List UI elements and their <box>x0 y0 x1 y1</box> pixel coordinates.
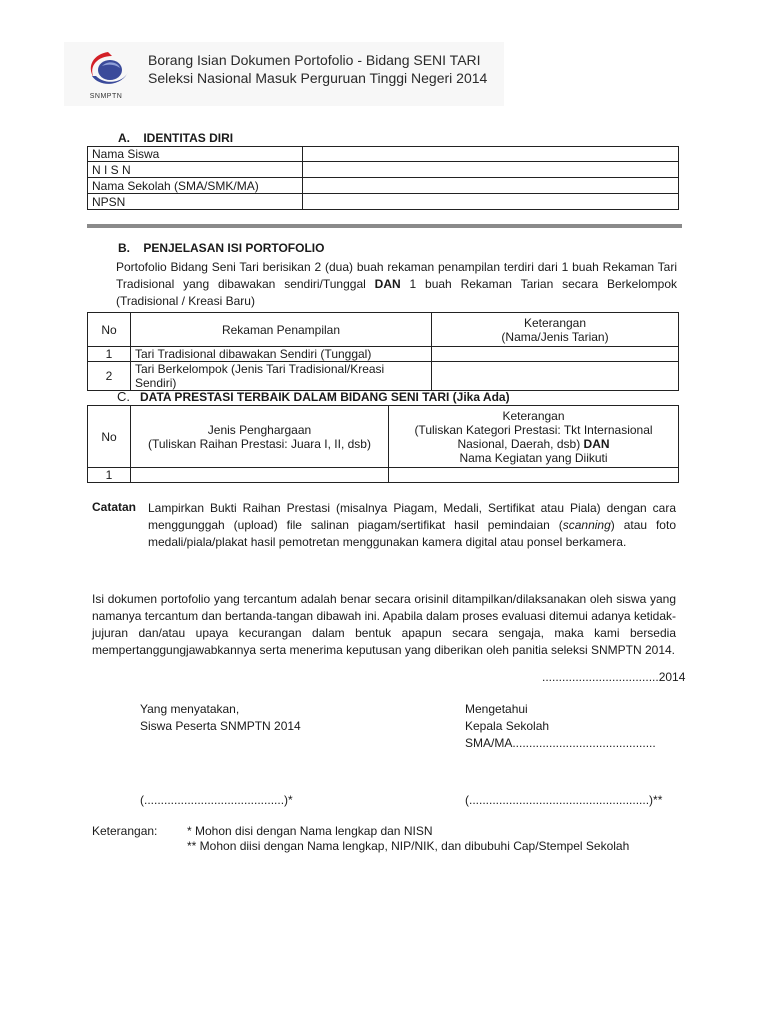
row-rekaman: Tari Berkelompok (Jenis Tari Tradisional/Kreasi Sendiri) <box>131 362 432 391</box>
keterangan-sub-bold: DAN <box>583 436 610 451</box>
section-c-heading: DATA PRESTASI TERBAIK DALAM BIDANG SENI TARI (Jika Ada) <box>140 390 510 404</box>
section-a-heading: A. IDENTITAS DIRI <box>118 131 234 145</box>
table-row <box>88 362 679 391</box>
column-header-no: No <box>88 406 131 468</box>
row-keterangan-cell[interactable] <box>432 362 679 391</box>
description-bold: DAN <box>374 277 401 291</box>
keterangan-note: ** Mohon diisi dengan Nama lengkap, NIP/NIK, dan dibubuhi Cap/Stempel Sekolah <box>187 839 630 853</box>
catatan-line <box>148 517 676 534</box>
table-row <box>88 178 679 194</box>
left-signatory-line: Siswa Peserta SNMPTN 2014 <box>140 719 301 733</box>
column-header-keterangan <box>389 406 679 468</box>
catatan-label: Catatan <box>92 500 137 514</box>
identitas-label: Nama Sekolah (SMA/SMK/MA) <box>88 178 303 194</box>
left-signatory <box>140 701 301 735</box>
right-signatory-line: Kepala Sekolah <box>465 719 550 733</box>
catatan-text-part: ) atau foto <box>610 518 676 532</box>
table-row <box>88 347 679 362</box>
logo-text: SNMPTN <box>89 93 123 100</box>
document-title: Borang Isian Dokumen Portofolio - Bidang SENI TARI <box>148 52 481 68</box>
jenis-subtitle: (Tuliskan Raihan Prestasi: Juara I, II, dsb) <box>148 436 371 451</box>
row-keterangan-cell[interactable] <box>389 468 679 483</box>
keterangan-subtitle: (Nama/Jenis Tarian) <box>501 329 609 344</box>
table-header-row <box>88 406 679 468</box>
catatan-italic: scanning <box>562 518 611 532</box>
catatan-text <box>148 500 676 551</box>
prestasi-table <box>87 405 679 483</box>
catatan-text-part: menggunggah (upload) file salinan piagam/sertifikat hasil pemindaian ( <box>148 518 563 532</box>
identitas-label: N I S N <box>88 162 303 178</box>
keterangan-sub-text: Nasional, Daerah, dsb) <box>457 436 584 451</box>
row-rekaman: Tari Tradisional dibawakan Sendiri (Tunggal) <box>131 347 432 362</box>
column-header-keterangan <box>432 313 679 347</box>
identitas-table <box>87 146 679 210</box>
right-signatory-line: Mengetahui <box>465 702 528 716</box>
section-b-description <box>116 259 677 310</box>
snmptn-logo-icon <box>78 46 134 92</box>
catatan-line: Lampirkan Bukti Raihan Prestasi (misalnya Piagam, Medali, Sertifikat atau Piala) dengan cara <box>148 501 676 515</box>
table-row <box>88 147 679 162</box>
row-no: 1 <box>88 468 131 483</box>
document-subtitle: Seleksi Nasional Masuk Perguruan Tinggi Negeri 2014 <box>148 70 488 86</box>
left-signature-line: (..........................................)* <box>140 793 293 807</box>
keterangan-title: Keterangan <box>523 315 587 330</box>
table-header-row <box>88 313 679 347</box>
identitas-label: NPSN <box>88 194 303 210</box>
description-text: 1 buah Rekaman Tarian secara Berkelompok (Tradisional / Kreasi Baru) <box>116 277 677 308</box>
right-signatory-line: SMA/MA........................................... <box>465 736 656 750</box>
table-row <box>88 468 679 483</box>
statement-paragraph <box>92 591 676 659</box>
rekaman-table <box>87 312 679 391</box>
table-row <box>88 194 679 210</box>
left-signatory-line: Yang menyatakan, <box>140 702 240 716</box>
jenis-title: Jenis Penghargaan <box>207 422 312 437</box>
table-row <box>88 162 679 178</box>
row-keterangan-cell[interactable] <box>432 347 679 362</box>
row-no: 2 <box>88 362 131 391</box>
section-c-letter: C. <box>117 389 130 404</box>
right-signatory <box>465 701 656 752</box>
date-line: ...................................2014 <box>542 670 686 684</box>
section-b-heading: B. PENJELASAN ISI PORTOFOLIO <box>118 241 325 255</box>
keterangan-label: Keterangan: <box>92 824 158 838</box>
keterangan-title: Keterangan <box>502 408 565 423</box>
right-signature-line: (......................................................)** <box>465 793 663 807</box>
row-no: 1 <box>88 347 131 362</box>
keterangan-note: * Mohon disi dengan Nama lengkap dan NISN <box>187 824 433 838</box>
section-divider <box>87 224 682 228</box>
identitas-value-cell[interactable] <box>303 162 679 178</box>
statement-text: Isi dokumen portofolio yang tercantum adalah benar secara orisinil ditampilkan/dilaksanakan oleh siswa yang namanya tercantum dan bertanda-tangan dibawah ini. Apabila dalam proses evaluasi ditemui adanya ketidak-jujuran dan/atau upaya kecurangan dalam bentuk apapun secara sengaja, maka kami bersedia mempertanggungjawabkannya serta menerima keputusan yang diberikan oleh panitia seleksi SNMPTN 2014. <box>92 592 676 657</box>
column-header-no: No <box>88 313 131 347</box>
identitas-value-cell[interactable] <box>303 147 679 162</box>
identitas-value-cell[interactable] <box>303 194 679 210</box>
keterangan-notes <box>187 824 629 854</box>
identitas-label: Nama Siswa <box>88 147 303 162</box>
column-header-jenis <box>131 406 389 468</box>
identitas-value-cell[interactable] <box>303 178 679 194</box>
description-text: Portofolio Bidang Seni Tari berisikan 2 (dua) buah rekaman penampilan terdiri dari 1 buah Rekaman Tari Tradisional yang dibawakan sendiri/Tunggal <box>116 260 677 291</box>
catatan-line: medali/piala/plakat hasil pemotretan menggunakan kamera digital atau ponsel berkamera. <box>148 535 627 549</box>
keterangan-subtitle: (Tuliskan Kategori Prestasi: Tkt Internasional <box>414 422 653 437</box>
row-jenis-cell[interactable] <box>131 468 389 483</box>
document-header <box>64 42 504 106</box>
keterangan-subtitle: Nama Kegiatan yang Diikuti <box>459 450 608 465</box>
keterangan-subtitle <box>393 437 674 451</box>
column-header-rekaman: Rekaman Penampilan <box>131 313 432 347</box>
